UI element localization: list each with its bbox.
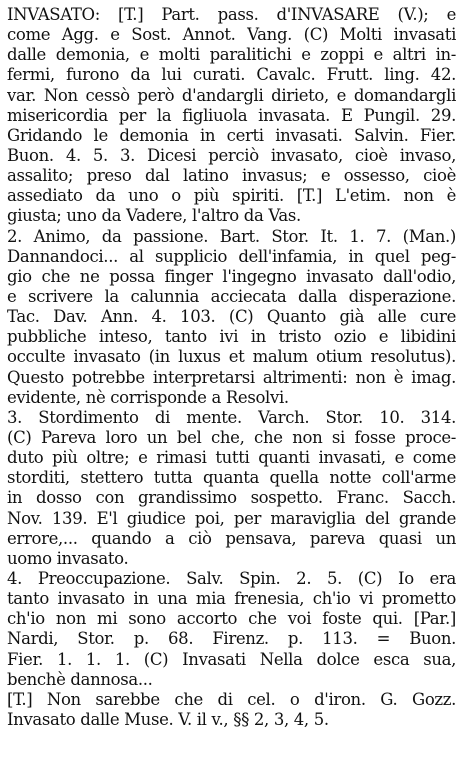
text-line: assediato da uno o più spiriti. [T.] L'etim. non è	[7, 186, 456, 206]
text-line: Fier. 1. 1. 1. (C) Invasati Nella dolce esca sua,	[7, 649, 456, 669]
text-line: storditi, stettero tutta quanta quella notte coll'arme	[7, 468, 456, 488]
text-line: gio che ne possa finger l'ingegno invasato dall'odio,	[7, 266, 456, 286]
text-line: in dosso con grandissimo sospetto. Franc. Sacch.	[7, 488, 456, 508]
text-line: Dannandoci... al supplicio dell'infamia, in quel peg-	[7, 246, 456, 266]
text-line: INVASATO: [T.] Part. pass. d'INVASARE (V.); e	[7, 5, 456, 24]
text-line: 4. Preoccupazione. Salv. Spin. 2. 5. (C) Io era	[7, 568, 456, 588]
text-line: occulte invasato (in luxus et malum otium resolutus).	[7, 347, 456, 367]
closing-note	[7, 690, 456, 730]
text-line: Nov. 139. E'l giudice poi, per maraviglia del grande	[7, 508, 456, 528]
text-line: Questo potrebbe interpretarsi altrimenti: non è imag.	[7, 367, 456, 387]
sense-4	[7, 569, 456, 690]
text-line: benchè dannosa...	[7, 669, 153, 689]
text-line: [T.] Non sarebbe che di cel. o d'iron. G. Gozz.	[7, 689, 456, 709]
text-line: (C) Pareva loro un bel che, che non si fosse proce-	[7, 427, 456, 447]
sense-3	[7, 408, 456, 569]
text-line: Buon. 4. 5. 3. Dicesi perciò invasato, cioè invaso,	[7, 145, 456, 165]
text-line: come Agg. e Sost. Annot. Vang. (C) Molti invasati	[7, 25, 456, 45]
text-line: pubbliche inteso, tanto ivi in tristo ozio e libidini	[7, 327, 456, 347]
text-line: Nardi, Stor. p. 68. Firenz. p. 113. = Buon.	[7, 629, 456, 649]
text-line: tanto invasato in una mia frenesia, ch'io vi prometto	[7, 589, 456, 609]
text-line: var. Non cessò però d'andargli dirieto, e domandargli	[7, 85, 456, 105]
text-line: e scrivere la calunnia acciecata dalla disperazione.	[7, 286, 456, 306]
entry-definition	[7, 5, 456, 227]
text-line: evidente, nè corrisponde a Resolvi.	[7, 387, 289, 407]
text-line: misericordia per la figliuola invasata. E Pungil. 29.	[7, 105, 456, 125]
text-line: uomo invasato.	[7, 548, 129, 568]
text-line: giusta; uno da Vadere, l'altro da Vas.	[7, 206, 301, 226]
text-line: 3. Stordimento di mente. Varch. Stor. 10. 314.	[7, 407, 456, 427]
text-line: Invasato dalle Muse. V. il v., §§ 2, 3, 4, 5.	[7, 709, 329, 729]
sense-2	[7, 227, 456, 408]
text-line: ch'io non mi sono accorto che voi foste qui. [Par.]	[7, 609, 456, 629]
text-line: dalle demonia, e molti paralitichi e zoppi e altri in-	[7, 45, 456, 65]
text-line: Gridando le demonia in certi invasati. Salvin. Fier.	[7, 125, 456, 145]
text-line: duto più oltre; e rimasi tutti quanti invasati, e come	[7, 448, 456, 468]
text-line: Tac. Dav. Ann. 4. 103. (C) Quanto già alle cure	[7, 307, 456, 327]
text-line: errore,... quando a ciò pensava, pareva quasi un	[7, 528, 456, 548]
text-line: fermi, furono da lui curati. Cavalc. Frutt. ling. 42.	[7, 65, 456, 85]
text-line: assalito; preso dal latino invasus; e ossesso, cioè	[7, 166, 456, 186]
text-line: 2. Animo, da passione. Bart. Stor. It. 1. 7. (Man.)	[7, 226, 456, 246]
